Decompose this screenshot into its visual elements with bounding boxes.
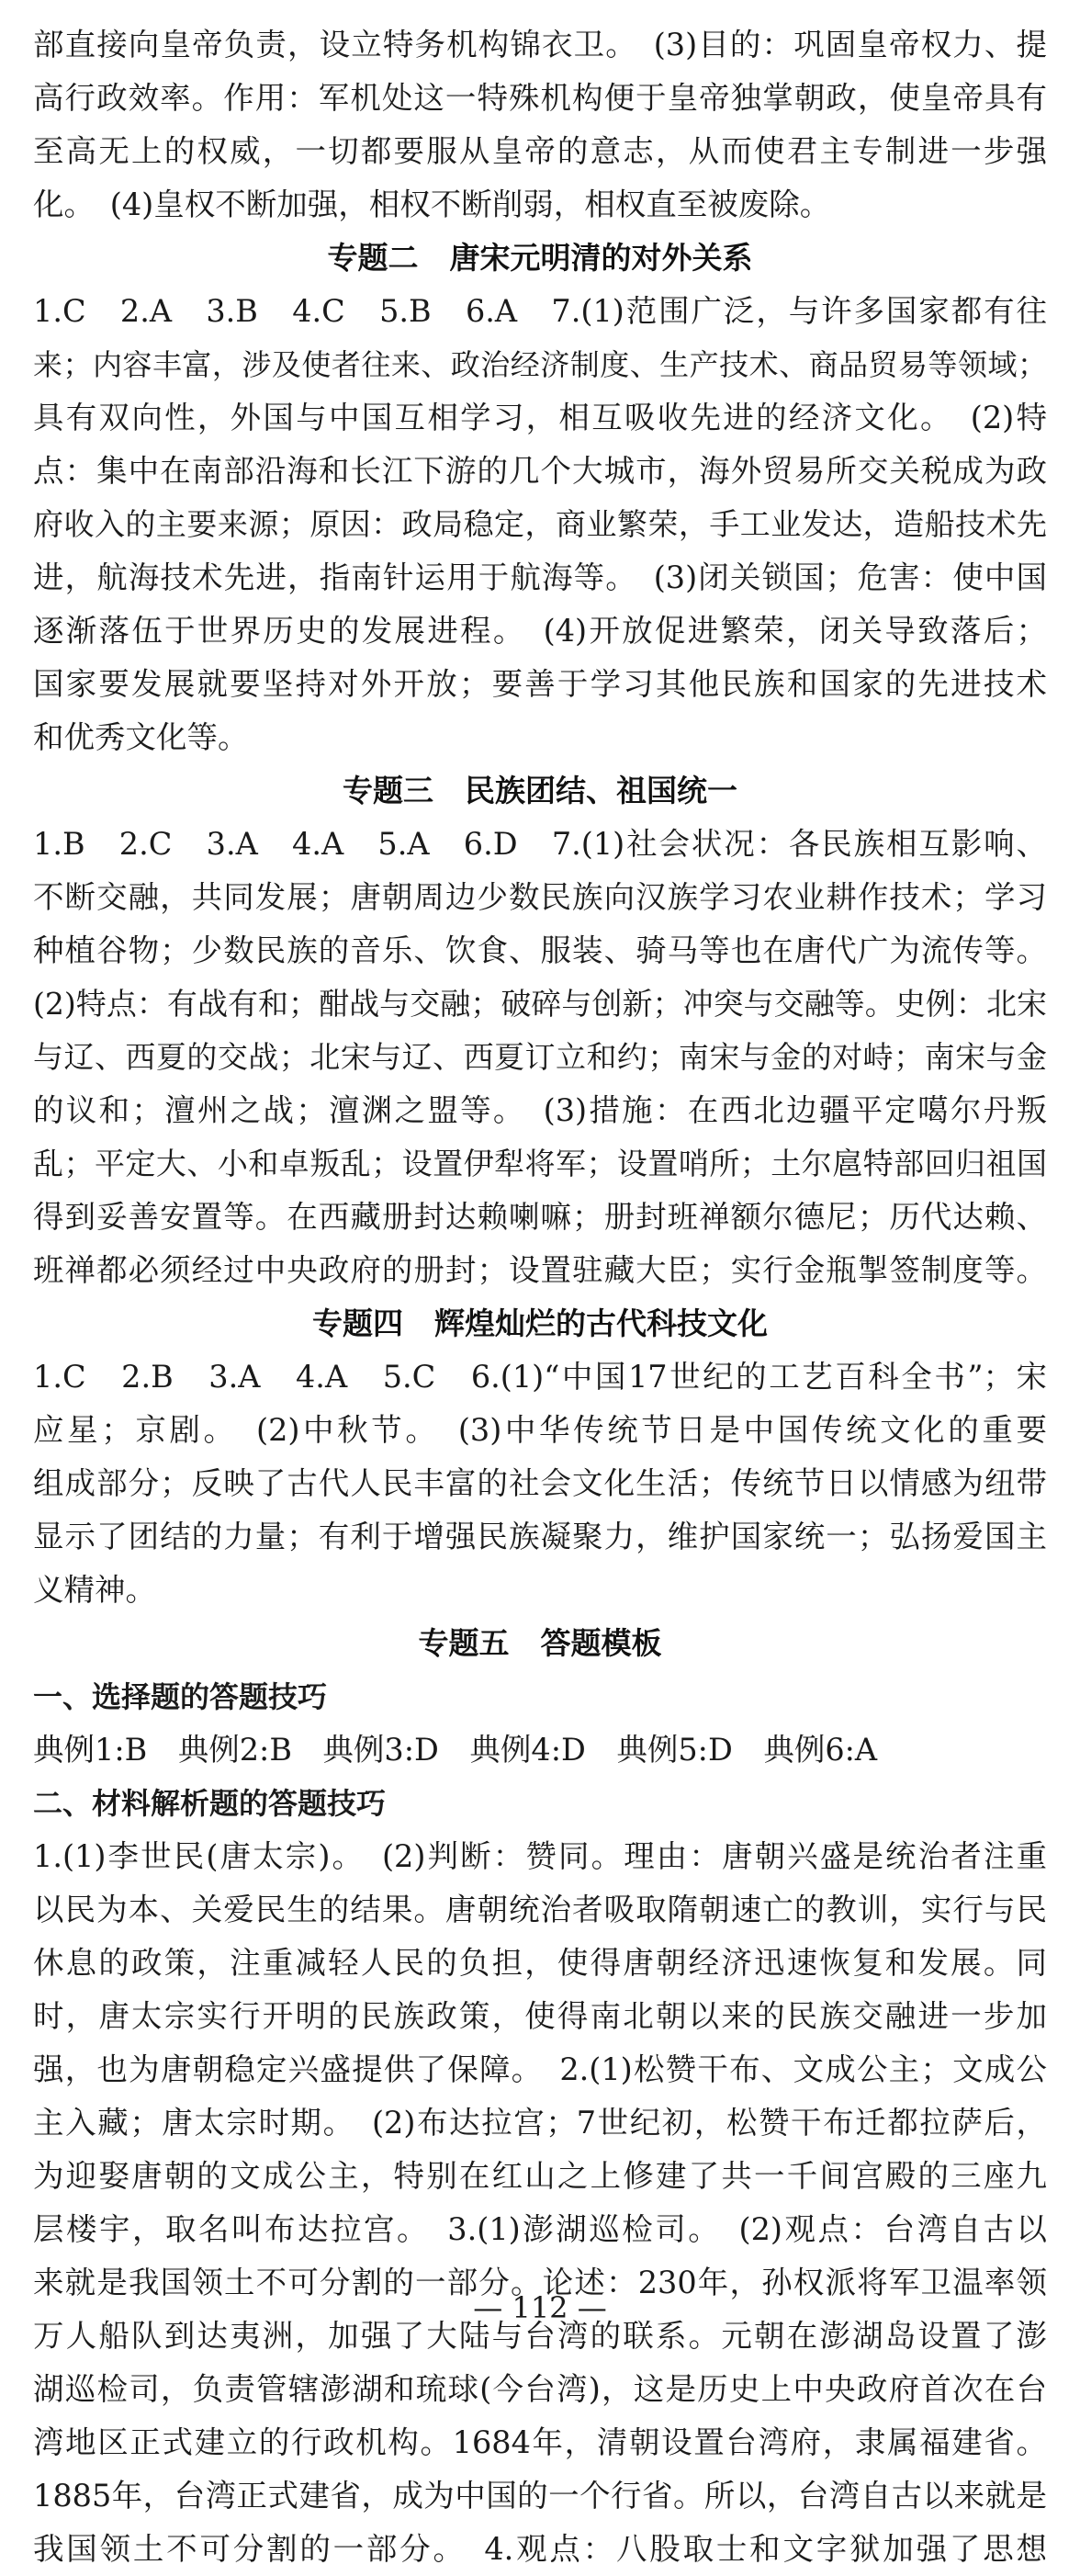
- topic5-label: 专题五: [418, 1625, 510, 1661]
- text-line: 以民为本、关爱民生的结果。唐朝统治者吸取隋朝速亡的教训，实行与民: [33, 1892, 1047, 1927]
- text-line: 主入藏；唐太宗时期。 (2)布达拉宫；7世纪初，松赞干布迁都拉萨后，: [33, 2105, 1047, 2141]
- text-line: 部直接向皇帝负责，设立特务机构锦衣卫。 (3)目的：巩固皇帝权力、提: [33, 27, 1047, 62]
- text-line: 我国领土不可分割的一部分。 4.观点：八股取士和文字狱加强了思想: [33, 2531, 1047, 2567]
- text-line: 具有双向性，外国与中国互相学习，相互吸收先进的经济文化。 (2)特: [33, 400, 1047, 435]
- text-line: 高行政效率。作用：军机处这一特殊机构便于皇帝独掌朝政，使皇帝具有: [33, 80, 1047, 116]
- answer-text: [33, 18, 1047, 2576]
- text-line: 1.(1)李世民(唐太宗)。 (2)判断：赞同。理由：唐朝兴盛是统治者注重: [33, 1838, 1047, 1874]
- topic3-answers: [33, 818, 1047, 1297]
- section1-tail: [33, 18, 1047, 232]
- text-line: 时，唐太宗实行开明的民族政策，使得南北朝以来的民族交融进一步加: [33, 1998, 1047, 2034]
- part2-heading: 二、材料解析题的答题技巧: [33, 1786, 387, 1821]
- topic2-title: 唐宋元明清的对外关系: [449, 240, 753, 276]
- part1-heading: 一、选择题的答题技巧: [33, 1679, 328, 1714]
- topic4-answers: [33, 1350, 1047, 1617]
- text-line: 国家要发展就要坚持对外开放；要善于学习其他民族和国家的先进技术: [33, 666, 1047, 702]
- text-line: 义精神。: [33, 1572, 156, 1608]
- text-line: 1.C 2.A 3.B 4.C 5.B 6.A 7.(1)范围广泛，与许多国家都有往: [33, 293, 1047, 329]
- text-line: 组成部分；反映了古代人民丰富的社会文化生活；传统节日以情感为纽带: [33, 1465, 1047, 1501]
- topic4-label: 专题四: [312, 1305, 403, 1341]
- text-line: 化。 (4)皇权不断加强，相权不断削弱，相权直至被废除。: [33, 186, 831, 222]
- text-line: 应星；京剧。 (2)中秋节。 (3)中华传统节日是中国传统文化的重要: [33, 1412, 1047, 1448]
- text-line: 进，航海技术先进，指南针运用于航海等。 (3)闭关锁国；危害：使中国: [33, 559, 1047, 595]
- topic5-heading: [33, 1617, 1047, 1670]
- topic4-title: 辉煌灿烂的古代科技文化: [434, 1305, 768, 1341]
- text-line: 种植谷物；少数民族的音乐、饮食、服装、骑马等也在唐代广为流传等。: [33, 932, 1047, 968]
- text-line: 点：集中在南部沿海和长江下游的几个大城市，海外贸易所交关税成为政: [33, 453, 1047, 489]
- text-line: 为迎娶唐朝的文成公主，特别在红山之上修建了共一千间宫殿的三座九: [33, 2158, 1047, 2194]
- topic3-title: 民族团结、祖国统一: [465, 773, 737, 808]
- topic2-answers: [33, 285, 1047, 764]
- text-line: 来；内容丰富，涉及使者往来、政治经济制度、生产技术、商品贸易等领域；: [33, 347, 1047, 382]
- text-line: 1.B 2.C 3.A 4.A 5.A 6.D 7.(1)社会状况：各民族相互影响、: [33, 826, 1047, 862]
- text-line: 得到妥善安置等。在西藏册封达赖喇嘛；册封班禅额尔德尼；历代达赖、: [33, 1199, 1047, 1235]
- topic4-heading: [33, 1297, 1047, 1350]
- text-line: 强，也为唐朝稳定兴盛提供了保障。 2.(1)松赞干布、文成公主；文成公: [33, 2051, 1047, 2087]
- topic5-answers: [33, 1830, 1047, 2576]
- page-number: — 112 —: [473, 2290, 607, 2325]
- text-line: 来就是我国领土不可分割的一部分。论述：230年，孙权派将军卫温率领: [33, 2265, 1047, 2300]
- text-line: 府收入的主要来源；原因：政局稳定，商业繁荣，手工业发达，造船技术先: [33, 506, 1047, 542]
- text-line: 的议和；澶州之战；澶渊之盟等。 (3)措施：在西北边疆平定噶尔丹叛: [33, 1092, 1047, 1128]
- part1-answers: 典例1:B 典例2:B 典例3:D 典例4:D 典例5:D 典例6:A: [33, 1732, 878, 1768]
- text-line: 1.C 2.B 3.A 4.A 5.C 6.(1)“中国17世纪的工艺百科全书”；宋: [33, 1359, 1047, 1395]
- topic5-title: 答题模板: [540, 1625, 662, 1661]
- text-line: 显示了团结的力量；有利于增强民族凝聚力，维护国家统一；弘扬爱国主: [33, 1519, 1047, 1554]
- text-line: 逐渐落伍于世界历史的发展进程。 (4)开放促进繁荣，闭关导致落后；: [33, 613, 1047, 649]
- text-line: 湖巡检司，负责管辖澎湖和琉球(今台湾)，这是历史上中央政府首次在台: [33, 2371, 1047, 2407]
- text-line: 至高无上的权威，一切都要服从皇帝的意志，从而使君主专制进一步强: [33, 133, 1047, 169]
- topic3-label: 专题三: [343, 773, 433, 808]
- topic2-heading: [33, 232, 1047, 285]
- text-line: 和优秀文化等。: [33, 719, 249, 755]
- text-line: 1885年，台湾正式建省，成为中国的一个行省。所以，台湾自古以来就是: [33, 2478, 1047, 2514]
- text-line: 层楼宇，取名叫布达拉宫。 3.(1)澎湖巡检司。 (2)观点：台湾自古以: [33, 2211, 1047, 2247]
- topic3-heading: [33, 764, 1047, 818]
- text-line: 万人船队到达夷洲，加强了大陆与台湾的联系。元朝在澎湖岛设置了澎: [33, 2318, 1047, 2354]
- text-line: 班禅都必须经过中央政府的册封；设置驻藏大臣；实行金瓶掣签制度等。: [33, 1252, 1047, 1288]
- text-line: 与辽、西夏的交战；北宋与辽、西夏订立和约；南宋与金的对峙；南宋与金: [33, 1039, 1047, 1075]
- topic2-label: 专题二: [327, 240, 419, 276]
- text-line: 休息的政策，注重减轻人民的负担，使得唐朝经济迅速恢复和发展。同: [33, 1945, 1047, 1981]
- text-line: 不断交融，共同发展；唐朝周边少数民族向汉族学习农业耕作技术；学习: [33, 879, 1047, 915]
- text-line: 乱；平定大、小和卓叛乱；设置伊犁将军；设置哨所；土尔扈特部回归祖国: [33, 1146, 1047, 1181]
- text-line: 湾地区正式建立的行政机构。1684年，清朝设置台湾府，隶属福建省。: [33, 2424, 1047, 2460]
- text-line: (2)特点：有战有和；酣战与交融；破碎与创新；冲突与交融等。史例：北宋: [33, 986, 1047, 1022]
